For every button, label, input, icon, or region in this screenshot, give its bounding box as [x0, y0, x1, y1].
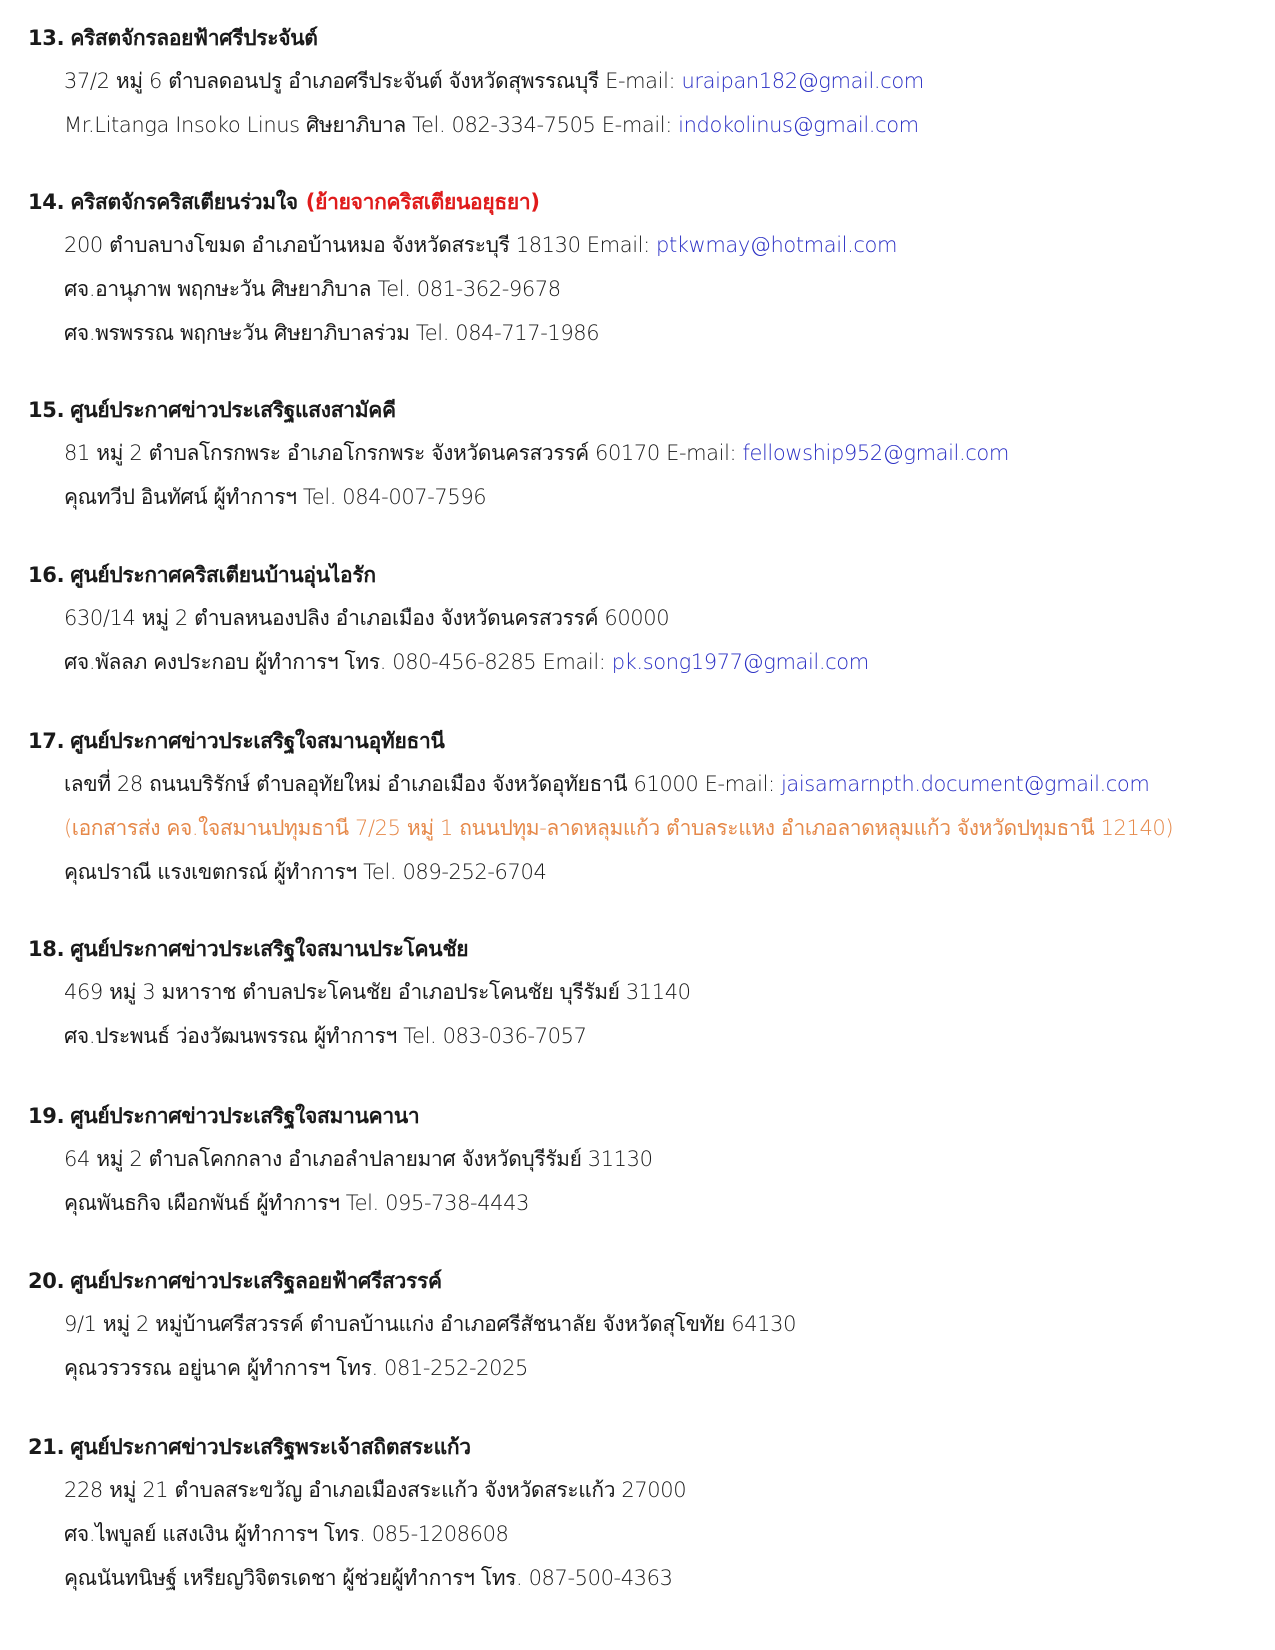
address-line [64, 67, 1258, 95]
contact-line: คุณปราณี แรงเขตกรณ์ ผู้ทำการฯ Tel. 089-252-6704 [64, 860, 547, 884]
address-line: 228 หมู่ 21 ตำบลสระขวัญ อำเภอเมืองสระแก้ว จังหวัดสระแก้ว 27000 [64, 1478, 687, 1502]
document-mailing-note: (เอกสารส่ง คจ.ใจสมานปทุมธานี 7/25 หมู่ 1 ถนนปทุม-ลาดหลุมแก้ว ตำบลระแหง อำเภอลาดหลุมแก้ว จังหวัดปทุมธานี 12140) [64, 816, 1174, 840]
contact-text: ศจ.พัลลภ คงประกอบ ผู้ทำการฯ โทร. 080-456-8285 Email: [64, 650, 612, 674]
entry-heading [28, 24, 1258, 52]
address-line [64, 439, 1258, 467]
entry-number: 14. [28, 190, 65, 214]
entry-number: 15. [28, 398, 65, 422]
entry-title: ศูนย์ประกาศข่าวประเสริฐใจสมานประโคนชัย [70, 937, 469, 961]
entry-title: ศูนย์ประกาศคริสเตียนบ้านอุ่นไอรัก [70, 563, 376, 587]
entry-13 [28, 24, 1258, 139]
entry-16 [28, 561, 1258, 676]
contact-line: คุณนันทนิษฐ์ เหรียญวิจิตรเดชา ผู้ช่วยผู้ทำการฯ โทร. 087-500-4363 [64, 1566, 673, 1590]
entry-title: ศูนย์ประกาศข่าวประเสริฐแสงสามัคคี [70, 398, 396, 422]
entry-heading [28, 188, 1258, 216]
entry-20 [28, 1267, 1258, 1382]
contact-line: ศจ.พรพรรณ พฤกษะวัน ศิษยาภิบาลร่วม Tel. 084-717-1986 [64, 321, 600, 345]
email-link[interactable]: fellowship952@gmail.com [742, 441, 1009, 465]
contact-line: ศจ.อานุภาพ พฤกษะวัน ศิษยาภิบาล Tel. 081-362-9678 [64, 277, 561, 301]
contact-line: ศจ.ประพนธ์ ว่องวัฒนพรรณ ผู้ทำการฯ Tel. 083-036-7057 [64, 1024, 587, 1048]
address-text: 37/2 หมู่ 6 ตำบลดอนปรู อำเภอศรีประจันต์ จังหวัดสุพรรณบุรี E-mail: [64, 69, 682, 93]
address-line: 9/1 หมู่ 2 หมู่บ้านศรีสวรรค์ ตำบลบ้านแก่ง อำเภอศรีสัชนาลัย จังหวัดสุโขทัย 64130 [64, 1312, 797, 1336]
entry-title: คริสตจักรลอยฟ้าศรีประจันต์ [70, 26, 318, 50]
entry-title: ศูนย์ประกาศข่าวประเสริฐใจสมานอุทัยธานี [70, 729, 445, 753]
entry-heading [28, 561, 1258, 589]
entry-heading [28, 396, 1258, 424]
entry-heading [28, 935, 1258, 963]
entry-title: ศูนย์ประกาศข่าวประเสริฐลอยฟ้าศรีสวรรค์ [70, 1269, 442, 1293]
entry-title: คริสตจักรคริสเตียนร่วมใจ [70, 190, 298, 214]
entry-21 [28, 1433, 1258, 1592]
email-link[interactable]: jaisamarnpth.document@gmail.com [780, 772, 1150, 796]
contact-text: Mr.Litanga Insoko Linus ศิษยาภิบาล Tel. 082-334-7505 E-mail: [64, 113, 679, 137]
entry-number: 17. [28, 729, 65, 753]
address-line [64, 231, 1258, 259]
contact-line: คุณทวีป อินทัศน์ ผู้ทำการฯ Tel. 084-007-7596 [64, 485, 487, 509]
entry-number: 18. [28, 937, 65, 961]
address-line [64, 770, 1258, 798]
entry-18 [28, 935, 1258, 1050]
entry-heading [28, 1433, 1258, 1461]
entry-17 [28, 727, 1258, 886]
entry-number: 19. [28, 1104, 65, 1128]
entry-number: 21. [28, 1435, 65, 1459]
entry-15 [28, 396, 1258, 511]
entry-heading [28, 727, 1258, 755]
email-link[interactable]: uraipan182@gmail.com [681, 69, 924, 93]
entry-heading [28, 1267, 1258, 1295]
entry-heading [28, 1102, 1258, 1130]
entry-title: ศูนย์ประกาศข่าวประเสริฐใจสมานคานา [70, 1104, 420, 1128]
email-link[interactable]: indokolinus@gmail.com [678, 113, 919, 137]
entry-number: 13. [28, 26, 65, 50]
address-text: 200 ตำบลบางโขมด อำเภอบ้านหมอ จังหวัดสระบุรี 18130 Email: [64, 233, 657, 257]
contact-line [64, 648, 1258, 676]
contact-line [64, 111, 1258, 139]
email-link[interactable]: pk.song1977@gmail.com [611, 650, 869, 674]
entry-number: 20. [28, 1269, 65, 1293]
entry-14 [28, 188, 1258, 347]
address-line: 469 หมู่ 3 มหาราช ตำบลประโคนชัย อำเภอประโคนชัย บุรีรัมย์ 31140 [64, 980, 691, 1004]
entry-title: ศูนย์ประกาศข่าวประเสริฐพระเจ้าสถิตสระแก้ว [70, 1435, 471, 1459]
entry-number: 16. [28, 563, 65, 587]
contact-line: ศจ.ไพบูลย์ แสงเงิน ผู้ทำการฯ โทร. 085-1208608 [64, 1522, 509, 1546]
address-text: 81 หมู่ 2 ตำบลโกรกพระ อำเภอโกรกพระ จังหวัดนครสวรรค์ 60170 E-mail: [64, 441, 743, 465]
entry-19 [28, 1102, 1258, 1217]
contact-line: คุณวรวรรณ อยู่นาค ผู้ทำการฯ โทร. 081-252-2025 [64, 1356, 529, 1380]
relocation-note: (ย้ายจากคริสเตียนอยุธยา) [305, 190, 540, 214]
address-text: เลขที่ 28 ถนนบริรักษ์ ตำบลอุทัยใหม่ อำเภอเมือง จังหวัดอุทัยธานี 61000 E-mail: [64, 772, 781, 796]
contact-line: คุณพันธกิจ เผือกพันธ์ ผู้ทำการฯ Tel. 095-738-4443 [64, 1191, 530, 1215]
email-link[interactable]: ptkwmay@hotmail.com [656, 233, 897, 257]
address-line: 64 หมู่ 2 ตำบลโคกกลาง อำเภอลำปลายมาศ จังหวัดบุรีรัมย์ 31130 [64, 1147, 653, 1171]
address-line: 630/14 หมู่ 2 ตำบลหนองปลิง อำเภอเมือง จังหวัดนครสวรรค์ 60000 [64, 606, 670, 630]
